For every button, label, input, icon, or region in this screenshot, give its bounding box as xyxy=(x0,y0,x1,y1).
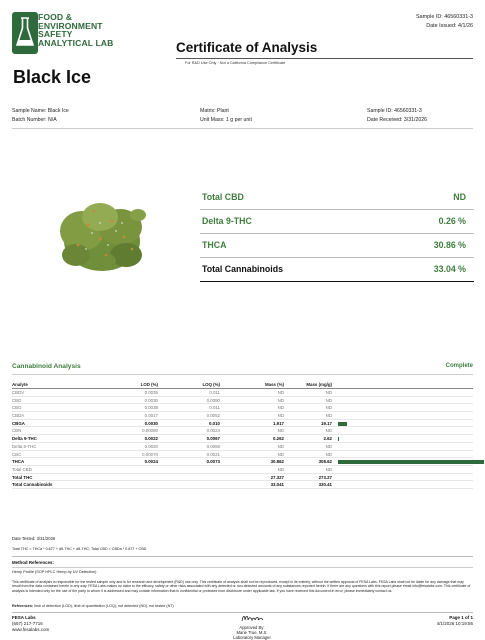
cell-analyte: CBDV xyxy=(12,390,25,395)
page-info xyxy=(437,615,473,627)
cell-mass-mg: ND xyxy=(325,390,332,395)
brand-line: ANALYTICAL LAB xyxy=(38,37,114,48)
brand-name xyxy=(38,13,113,47)
cell-analyte: CBGA xyxy=(12,420,25,426)
cell-mass-mg: 273.27 xyxy=(318,474,332,480)
cell-mass-pct: 1.917 xyxy=(273,420,284,426)
cell-analyte: CBG xyxy=(12,405,22,411)
header-divider xyxy=(176,58,473,59)
cell-loq: 0.011 xyxy=(209,390,220,395)
cell-loq: 0.0021 xyxy=(206,451,220,457)
mass-bar xyxy=(338,460,484,464)
sample-id: Sample ID: 46560331-3 xyxy=(367,108,422,114)
date-received: Date Received: 3/31/2026 xyxy=(367,117,427,123)
table-row xyxy=(12,466,473,474)
table-row xyxy=(12,412,473,420)
summary-value: ND xyxy=(453,192,466,202)
summary-label: Total Cannabinoids xyxy=(202,264,283,274)
footer-divider xyxy=(12,556,473,557)
page-number: Page 1 of 1 xyxy=(449,615,473,620)
cell-analyte: CBD xyxy=(12,397,22,403)
sample-info-right xyxy=(367,107,427,125)
references-text: limit of detection (LOD), limit of quantitation (LOQ), not detected (ND), not tested (NT) xyxy=(34,604,174,608)
cell-lod: 0.0030 xyxy=(144,420,158,426)
cell-mass-pct: ND xyxy=(277,443,284,449)
cell-lod: 0.0030 xyxy=(144,397,158,403)
summary-value: 33.04 % xyxy=(433,264,466,274)
cell-mass-pct: 0.262 xyxy=(273,436,284,442)
total-formula: Total THC = THCa * 0.877 + d9-THC + d8-THC; Total CBD = CBDa * 0.877 + CBD xyxy=(12,547,147,551)
report-timestamp: 4/1/2026 10:19:56 xyxy=(436,620,473,626)
sample-info-middle xyxy=(200,107,252,125)
cell-mass-mg: ND xyxy=(325,405,332,411)
cell-loq: 0.0090 xyxy=(206,397,220,403)
brand-line: SAFETY xyxy=(38,29,73,40)
cell-mass-mg: ND xyxy=(325,397,332,403)
lab-name: FESA Labs xyxy=(12,615,36,620)
cell-mass-mg: 330.41 xyxy=(318,482,332,488)
cell-mass-mg: 2.62 xyxy=(323,436,332,442)
cell-mass-pct: ND xyxy=(277,397,284,403)
method-heading: Method References: xyxy=(12,560,54,565)
mass-bar xyxy=(338,422,347,426)
cell-mass-mg: ND xyxy=(325,466,332,472)
cell-analyte: Total THC xyxy=(12,474,33,480)
summary-row-delta9-thc xyxy=(200,210,474,234)
product-image xyxy=(42,175,162,295)
cell-loq: 0.010 xyxy=(209,420,220,426)
cell-lod: 0.0035 xyxy=(144,390,158,395)
cell-mass-mg: 19.17 xyxy=(321,420,332,426)
header-sample-id: Sample ID: 46560331-3 xyxy=(416,14,473,20)
table-row xyxy=(12,451,473,459)
signature-image xyxy=(222,612,282,624)
table-header xyxy=(12,380,473,389)
page-title: Certificate of Analysis xyxy=(176,40,318,55)
matrix: Matrix: Plant xyxy=(200,108,229,114)
flask-logo-icon xyxy=(12,12,40,56)
section-divider xyxy=(12,374,473,375)
table-row xyxy=(12,397,473,405)
cell-loq: 0.0059 xyxy=(206,443,220,449)
summary-row-total-cbd xyxy=(200,186,474,210)
lab-phone: (657) 217-7716 xyxy=(12,620,43,626)
cell-lod: 0.00080 xyxy=(142,428,158,434)
table-row xyxy=(12,458,473,466)
summary-row-thca xyxy=(200,234,474,258)
cell-loq: 0.0073 xyxy=(206,459,220,465)
status-badge: Complete xyxy=(445,363,473,369)
summary-value: 0.26 % xyxy=(438,216,466,226)
cell-loq: 0.0024 xyxy=(206,428,220,434)
disclaimer: This certificate of analysis is responsible for the tested sample only and is for research and development (R&D) use only. This certificate of analysis shall not be reproduced, except in its entirety, without the written approval of FESA Labs. FESA Labs shall not be liable for any damage that may result from the data contained herein in any way. FESA Labs makes no claim to the efficacy, safety or other risks associated with any detected or non-detected amounts of any substances reported herein. If there are any questions with this report please email info@fesalabs.com. This certificate of analysis is intended only for the use of the party to whom it is addressed and may contain information that is confidential or protected from disclosure under applicable law. If you have received this document in error, please immediately contact us. xyxy=(12,580,471,593)
cell-mass-pct: 27.327 xyxy=(270,474,284,480)
batch-number: Batch Number: N/A xyxy=(12,117,57,123)
cell-mass-pct: ND xyxy=(277,428,284,434)
date-tested: Date Tested: 3/31/2026 xyxy=(12,536,56,541)
cell-mass-mg: 308.62 xyxy=(318,459,332,465)
cell-mass-mg: ND xyxy=(325,451,332,457)
lab-website: www.fesalabs.com xyxy=(12,626,50,632)
table-row xyxy=(12,474,473,482)
cell-mass-pct: ND xyxy=(277,413,284,419)
cell-mass-pct: ND xyxy=(277,466,284,472)
cell-mass-mg: ND xyxy=(325,413,332,419)
header-note: For R&D Use Only · Not a California Compliance Certificate xyxy=(185,61,286,65)
table-body xyxy=(12,389,473,489)
table-row xyxy=(12,427,473,435)
cell-analyte: CBDA xyxy=(12,413,25,419)
unit-mass: Unit Mass: 1 g per unit xyxy=(200,117,252,123)
cell-analyte: CBC xyxy=(12,451,22,457)
cell-analyte: CBN xyxy=(12,428,22,434)
references-label: References: xyxy=(12,604,34,608)
header-meta xyxy=(416,13,473,30)
cell-loq: 0.0052 xyxy=(206,413,220,419)
cell-mass-pct: 33.041 xyxy=(270,482,284,488)
approver-name: Marie True, M.S. xyxy=(236,630,268,635)
column-header-lod: LOD (%) xyxy=(140,382,158,387)
approver-title: Laboratory Manager xyxy=(233,635,271,640)
cell-loq: 0.011 xyxy=(209,405,220,411)
cell-mass-pct: 30.862 xyxy=(270,459,284,465)
cell-mass-pct: ND xyxy=(277,390,284,395)
cell-lod: 0.0022 xyxy=(144,436,158,442)
brand-line: FOOD & xyxy=(38,12,73,22)
cell-mass-mg: ND xyxy=(325,428,332,434)
potency-summary xyxy=(200,186,474,282)
sample-info-left xyxy=(12,107,69,125)
product-name: Black Ice xyxy=(13,67,92,87)
cell-lod: 0.0017 xyxy=(144,413,158,419)
table-row xyxy=(12,435,473,443)
table-row xyxy=(12,389,473,397)
cell-analyte: Total Cannabinoids xyxy=(12,482,53,488)
summary-value: 30.86 % xyxy=(433,240,466,250)
mass-bar xyxy=(338,437,339,441)
references xyxy=(12,604,174,608)
lab-contact xyxy=(12,615,49,632)
method-divider xyxy=(12,567,473,568)
cell-analyte: Delta 8-THC xyxy=(12,443,37,449)
cell-mass-pct: ND xyxy=(277,451,284,457)
summary-label: Total CBD xyxy=(202,192,244,202)
column-header-mass-mg: Mass (mg/g) xyxy=(306,382,332,387)
header-date-issued: Date Issued: 4/1/26 xyxy=(426,22,473,29)
summary-row-total-cannabinoids xyxy=(200,258,474,282)
column-header-mass-pct: Mass (%) xyxy=(264,382,284,387)
brand-line: ENVIRONMENT xyxy=(38,20,103,31)
column-header-analyte: Analyte xyxy=(12,382,28,387)
table-row xyxy=(12,481,473,489)
cell-lod: 0.0038 xyxy=(144,405,158,411)
cell-lod: 0.00070 xyxy=(142,451,158,457)
section-title: Cannabinoid Analysis xyxy=(12,363,81,370)
approved-by-label: Approved By: xyxy=(239,625,265,630)
cell-mass-pct: ND xyxy=(277,405,284,411)
cell-loq: 0.0067 xyxy=(206,436,220,442)
cannabinoid-table xyxy=(12,380,473,489)
summary-label: Delta 9-THC xyxy=(202,216,252,226)
cell-analyte: Total CBD xyxy=(12,466,32,472)
cell-analyte: Delta 9-THC xyxy=(12,436,37,442)
method-text: Hemp Profile (SOP HPLC Hemp by UV Detection) xyxy=(12,570,97,574)
table-row xyxy=(12,443,473,451)
table-row xyxy=(12,404,473,412)
cell-lod: 0.0024 xyxy=(144,459,158,465)
column-header-loq: LOQ (%) xyxy=(202,382,220,387)
table-row xyxy=(12,420,473,428)
cell-mass-mg: ND xyxy=(325,443,332,449)
info-divider xyxy=(12,128,473,129)
sample-name: Sample Name: Black Ice xyxy=(12,108,69,114)
approval-block xyxy=(222,612,282,640)
cell-analyte: THCA xyxy=(12,459,25,465)
cell-lod: 0.0020 xyxy=(144,443,158,449)
summary-label: THCA xyxy=(202,240,227,250)
